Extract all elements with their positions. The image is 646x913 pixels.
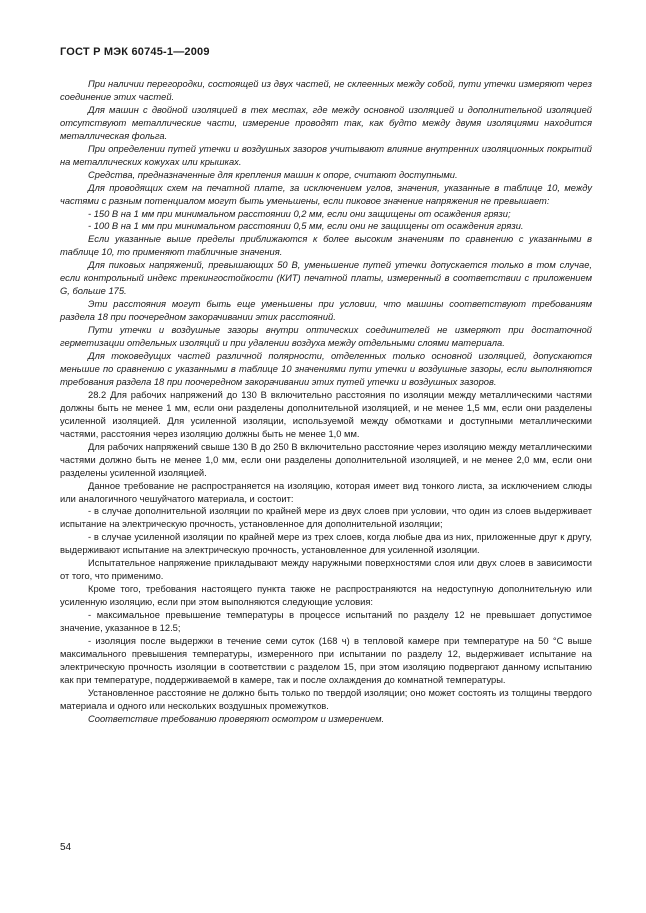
paragraph: Для машин с двойной изоляцией в тех местах, где между основной изоляцией и дополнительной изоляцией отсутствуют металлические части, измерение проводят так, как будто между двумя изоляциями находится металлическая фольга.	[60, 104, 592, 141]
paragraph: Если указанные выше пределы приближаются к более высоким значениям по сравнению с указанными в таблице 10, то применяют табличные значения.	[60, 234, 592, 258]
paragraph: Для токоведущих частей различной полярности, отделенных только основной изоляцией, допускаются меньшие по сравнению с указанными в таблице 10 значениями пути утечки и воздушные зазоры, если выполняются требования раздела 18 при поочередном закорачивании этих путей утечки и воздушных зазоров.	[60, 351, 592, 387]
paragraph: Данное требование не распространяется на изоляцию, которая имеет вид тонкого листа, за исключением слюды или аналогичного чешуйчатого материала, и состоит:	[60, 480, 592, 504]
paragraph: Для проводящих схем на печатной плате, за исключением углов, значения, указанные в таблице 10, между частями с разным потенциалом могут быть уменьшены, если пиковое значение напряжения не превышает:	[60, 182, 592, 206]
page-number: 54	[60, 842, 72, 853]
paragraph: - 100 В на 1 мм при минимальном расстоянии 0,5 мм, если они не защищены от осаждения грязи.	[88, 221, 524, 232]
paragraph: Установленное расстояние не должно быть только по твердой изоляции; оно может состоять из толщины твердого материала и одного или нескольких воздушных промежутков.	[60, 687, 592, 711]
paragraph: - в случае дополнительной изоляции по крайней мере из двух слоев при условии, что один из слоев выдерживает испытание на электрическую прочность, установленное для дополнительной изоляции;	[60, 506, 592, 530]
paragraph: - изоляция после выдержки в течение семи суток (168 ч) в тепловой камере при температуре на 50 °С выше максимального превышения температуры, измеренного при испытании по разделу 12, выдерживает испытание на электрическую прочность изоляции в соответствии с разделом 15, при этом изоляцию подвергают данному испытанию как при температуре, поддерживаемой в камере, так и после охлаждения до комнатной температуры.	[60, 635, 592, 685]
body-text	[60, 78, 592, 726]
paragraph: Кроме того, требования настоящего пункта также не распространяются на недоступную дополнительную или усиленную изоляцию, если при этом выполняются следующие условия:	[60, 584, 592, 608]
paragraph: Для пиковых напряжений, превышающих 50 В, уменьшение путей утечки допускается только в том случае, если контрольный индекс трекингостойкости (КИТ) печатной платы, измеренный в соответствии с приложением G, больше 175.	[60, 260, 592, 297]
paragraph: Средства, предназначенные для крепления машин к опоре, считают доступными.	[88, 169, 458, 180]
paragraph: - в случае усиленной изоляции по крайней мере из трех слоев, когда любые два из них, приложенные друг к другу, выдерживают испытание на электрическую прочность, установленное для усиленной изоляции.	[60, 532, 592, 556]
paragraph: - максимальное превышение температуры в процессе испытаний по разделу 12 не превышает допустимое значение, указанное в 12.5;	[60, 610, 592, 634]
standard-header: ГОСТ Р МЭК 60745-1—2009	[60, 46, 210, 58]
paragraph: Эти расстояния могут быть еще уменьшены при условии, что машины соответствуют требованиям раздела 18 при поочередном закорачивании этих расстояний.	[60, 299, 592, 323]
paragraph: При наличии перегородки, состоящей из двух частей, не склеенных между собой, пути утечки измеряют через соединение этих частей.	[60, 79, 592, 102]
paragraph: Соответствие требованию проверяют осмотром и измерением.	[88, 713, 385, 724]
paragraph: Пути утечки и воздушные зазоры внутри оптических соединителей не измеряют при достаточной герметизации отдельных изоляций и при удалении воздуха между отдельными слоями материала.	[60, 325, 592, 349]
paragraph: Испытательное напряжение прикладывают между наружными поверхностями слоя или двух слоев в зависимости от того, что применимо.	[60, 558, 592, 582]
paragraph: Для рабочих напряжений свыше 130 В до 250 В включительно расстояние через изоляцию между металлическими частями должно быть не менее 1,0 мм, если они разделены дополнительной изоляцией, и не менее 2,0 мм, если они разделены усиленной изоляцией.	[60, 441, 592, 478]
paragraph: - 150 В на 1 мм при минимальном расстоянии 0,2 мм, если они защищены от осаждения грязи;	[88, 208, 511, 219]
paragraph: 28.2 Для рабочих напряжений до 130 В включительно расстояния по изоляции между металлическими частями должны быть не менее 1 мм, если они разделены дополнительной изоляцией, и не менее 1,5 мм, если они разделены усиленной изоляцией. Для усиленной изоляции, используемой между обмотками и доступными металлическими частями, расстояния через изоляцию должны быть не менее 1,0 мм.	[60, 389, 592, 439]
paragraph: При определении путей утечки и воздушных зазоров учитывают влияние внутренних изоляционных покрытий на металлических кожухах или крышках.	[60, 143, 592, 167]
